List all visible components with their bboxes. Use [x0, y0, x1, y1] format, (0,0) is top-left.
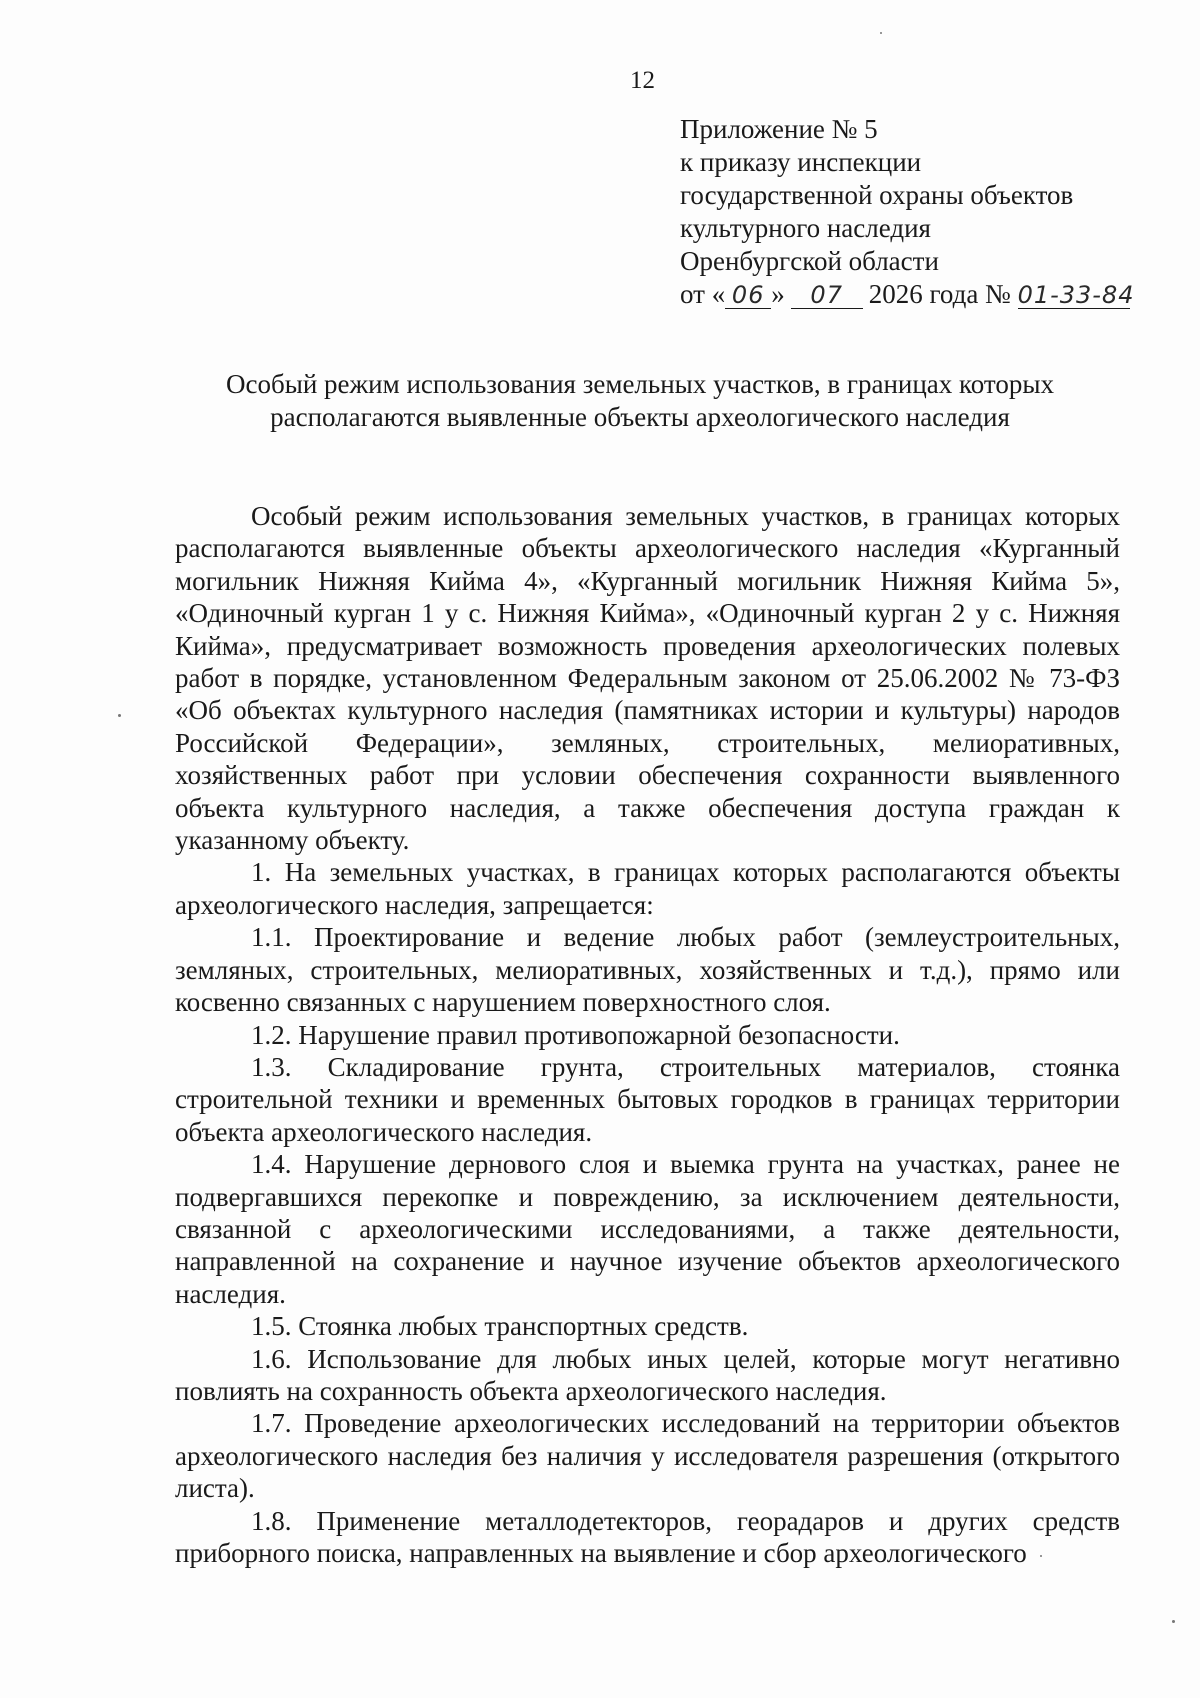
handwritten-order-number: 01-33-84: [1017, 281, 1135, 309]
clause-1-3: 1.3. Складирование грунта, строительных материалов, стоянка строительной техники и временных бытовых городков в границах территории объекта археологического наследия.: [175, 1051, 1120, 1147]
document-title: [190, 368, 1090, 434]
intro-paragraph: Особый режим использования земельных участков, в границах которых располагаются выявленные объекты археологического наследия «Курганный могильник Нижняя Кийма 4», «Курганный могильник Нижняя Кийма 5», «Одиночный курган 1 у с. Нижняя Кийма», «Одиночный курган 2 у с. Нижняя Кийма», предусматривает возможность проведения археологических полевых работ в порядке, установленном Федеральным законом от 25.06.2002 № 73-ФЗ «Об объектах культурного наследия (памятниках истории и культуры) народов Российской Федерации», земляных, строительных, мелиоративных, хозяйственных работ при условии обеспечения сохранности выявленного объекта культурного наследия, а также обеспечения доступа граждан к указанному объекту.: [175, 501, 1120, 856]
clause-1-6: 1.6. Использование для любых иных целей, которые могут негативно повлиять на сохранность объекта археологического наследия.: [175, 1343, 1120, 1406]
year-text: 2026 года №: [868, 279, 1011, 309]
appendix-line: Приложение № 5: [680, 114, 878, 144]
clause-1-8: 1.8. Применение металлодетекторов, георадаров и других средств приборного поиска, направленных на выявление и сбор археологического: [175, 1505, 1120, 1568]
clause-1-4: 1.4. Нарушение дернового слоя и выемка грунта на участках, ранее не подвергавшихся перекопке и повреждению, за исключением деятельности, связанной с археологическими исследованиями, а также деятельности, направленной на сохранение и научное изучение объектов археологического наследия.: [175, 1149, 1120, 1309]
scan-speck: [118, 714, 121, 717]
document-body: [175, 500, 1120, 1569]
clause-1: 1. На земельных участках, в границах которых располагаются объекты археологического наследия, запрещается:: [175, 857, 1120, 920]
clause-1-1: 1.1. Проектирование и ведение любых работ (землеустроительных, земляных, строительных, мелиоративных, хозяйственных и т.д.), прямо или косвенно связанных с нарушением поверхностного слоя.: [175, 922, 1120, 1018]
date-prefix: от «: [680, 279, 726, 309]
scan-speck: [1172, 1620, 1175, 1623]
appendix-line: Оренбургской области: [680, 246, 939, 276]
appendix-date-line: [680, 278, 1135, 311]
clause-1-5: 1.5. Стоянка любых транспортных средств.: [251, 1311, 749, 1342]
appendix-line: культурного наследия: [680, 213, 931, 243]
title-line: располагаются выявленные объекты археологического наследия: [270, 402, 1010, 432]
appendix-line: государственной охраны объектов: [680, 180, 1074, 210]
title-line: Особый режим использования земельных участков, в границах которых: [225, 369, 1055, 399]
appendix-line: к приказу инспекции: [680, 147, 922, 177]
appendix-header: [680, 113, 1135, 311]
handwritten-month: 07: [791, 282, 863, 309]
scan-speck: [880, 32, 882, 34]
clause-1-2: 1.2. Нарушение правил противопожарной безопасности.: [251, 1019, 900, 1050]
clause-1-7: 1.7. Проведение археологических исследований на территории объектов археологического наследия без наличия у исследователя разрешения (открытого листа).: [175, 1408, 1120, 1504]
date-quote-close: »: [771, 279, 785, 309]
scan-speck: [1040, 1555, 1042, 1557]
handwritten-day: 06: [725, 282, 771, 309]
page-number: 12: [630, 67, 655, 94]
